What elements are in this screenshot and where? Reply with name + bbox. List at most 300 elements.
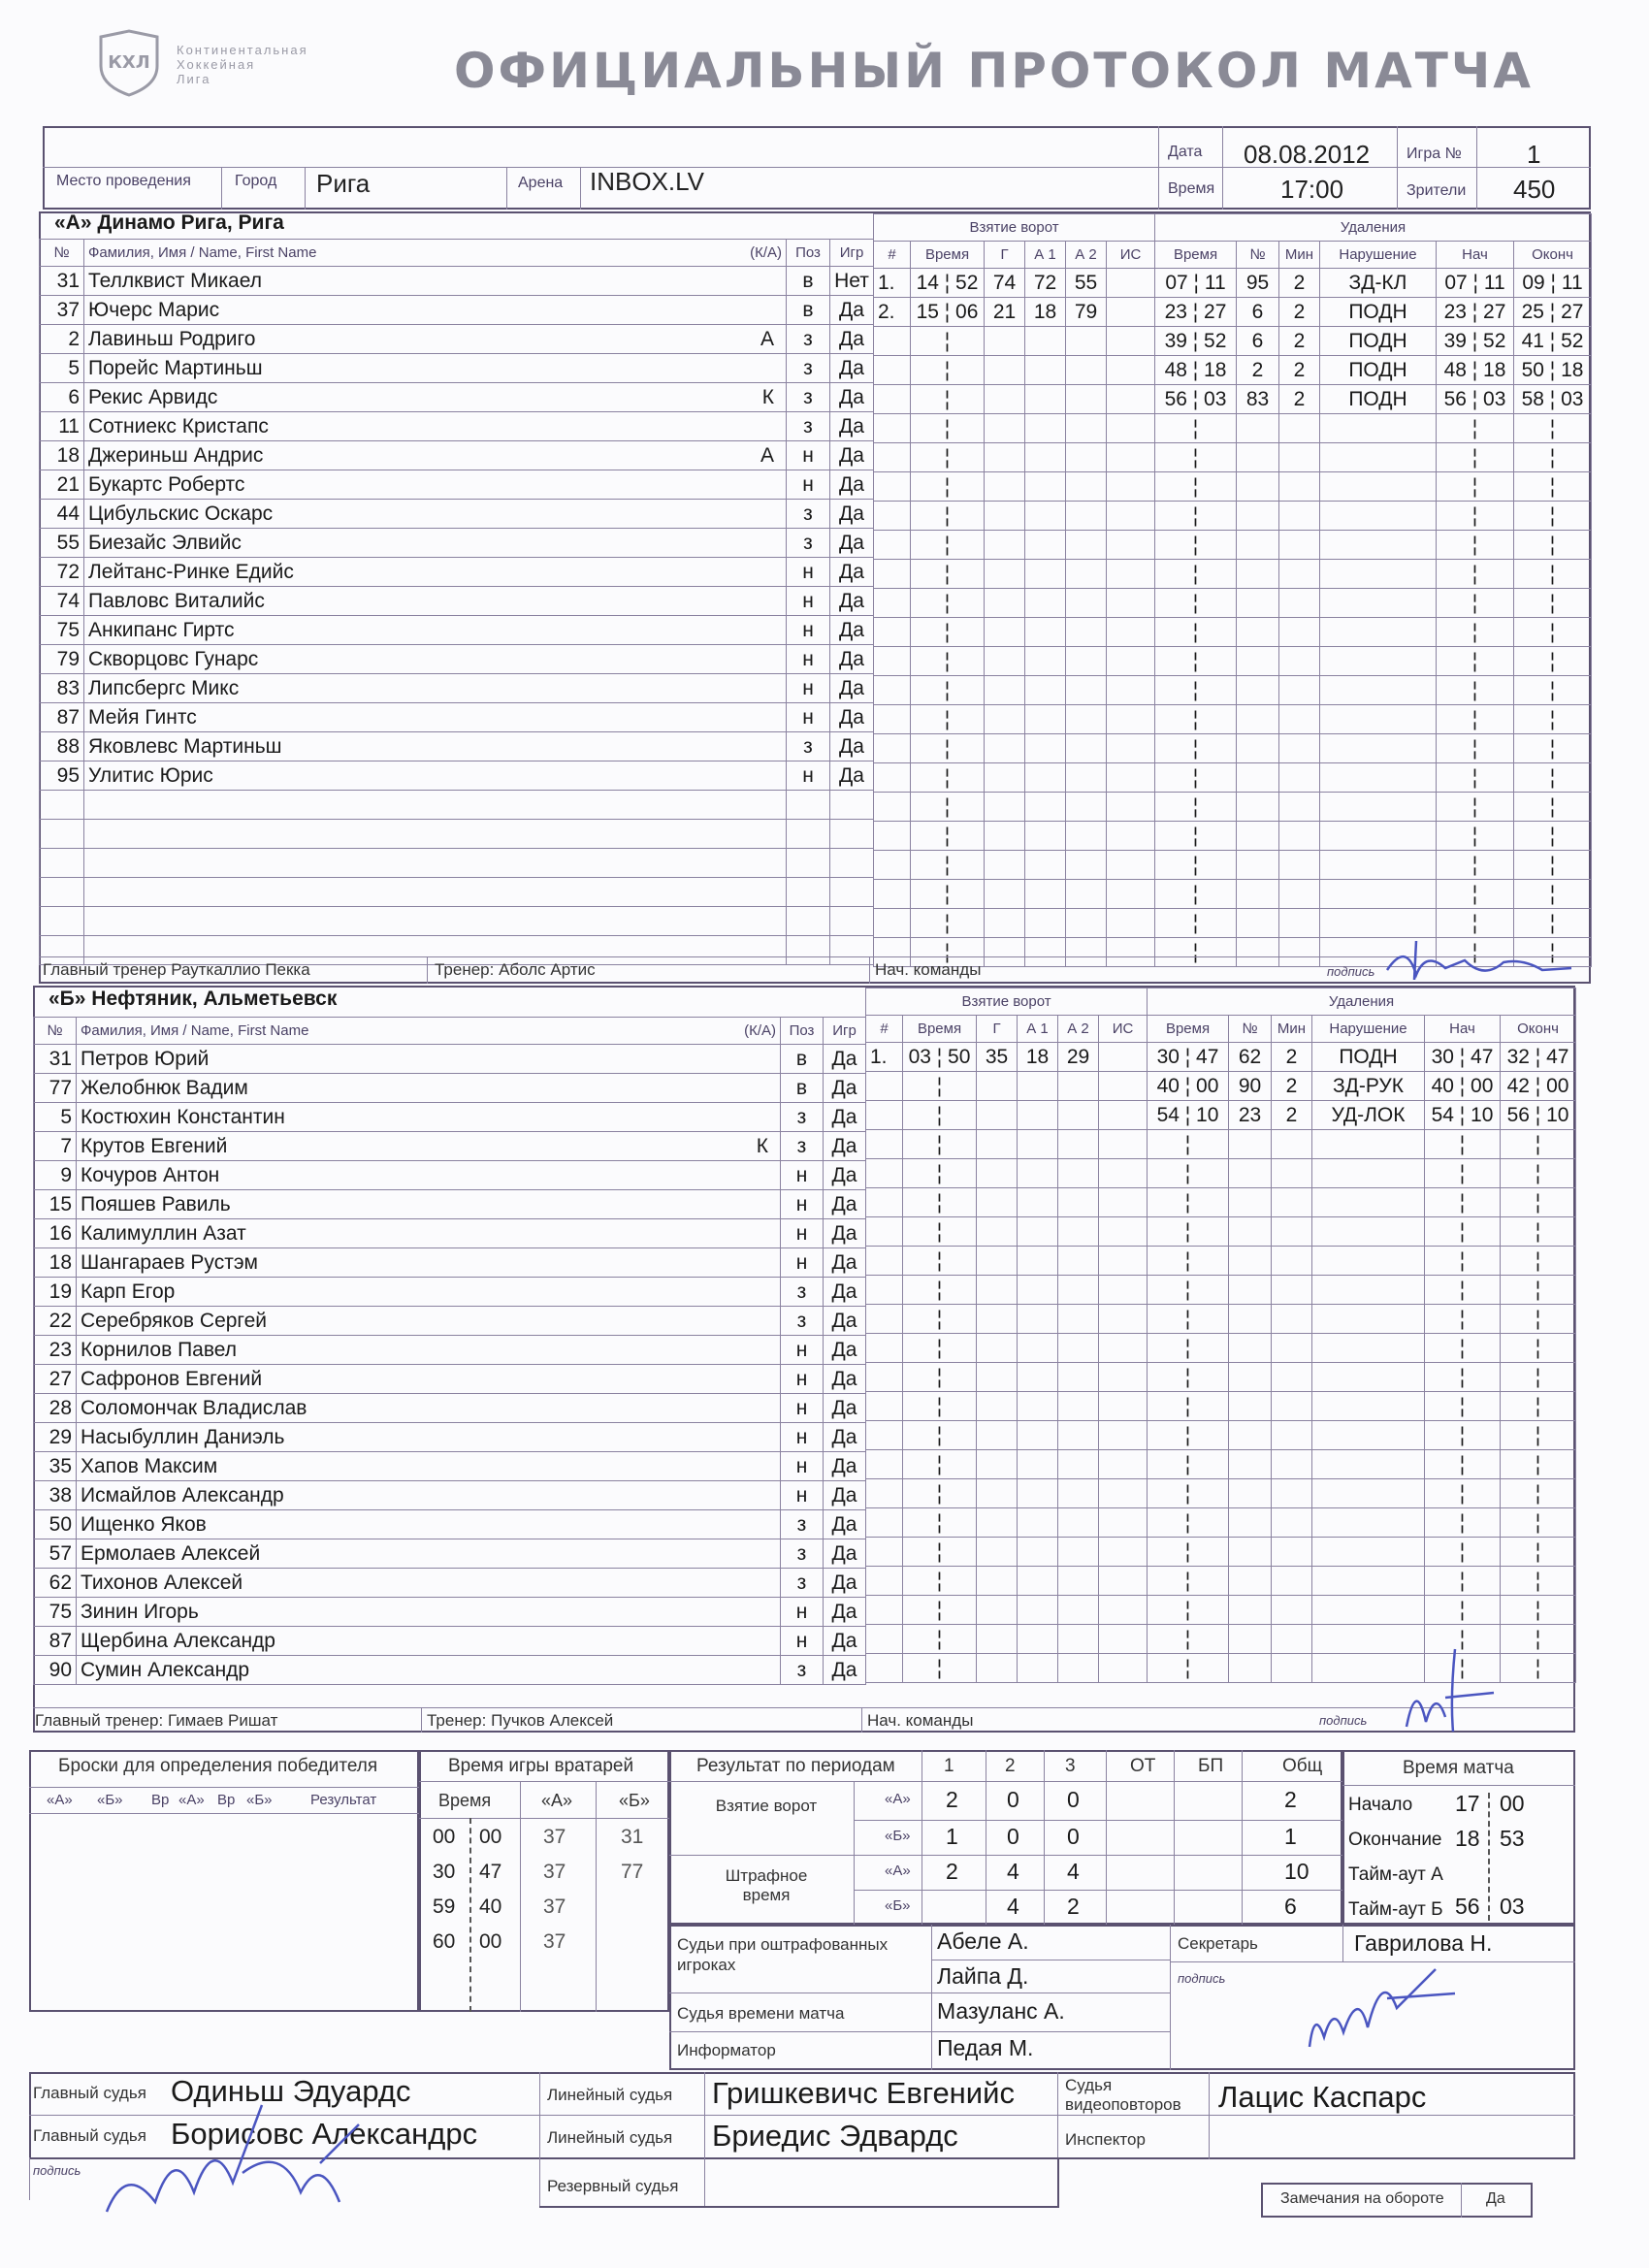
goal-assist-1 [1025,734,1066,763]
player-position: н [787,703,830,732]
goalie-time-sec: 40 [479,1895,502,1918]
penalty-player: 90 [1229,1072,1272,1101]
player-row [40,907,874,936]
penalty-minutes: 2 [1279,385,1320,414]
goal-situation [1107,909,1155,938]
player-position: н [781,1394,824,1423]
penalty-start: ¦ [1437,618,1514,647]
player-position: н [787,558,830,587]
goal-scorer [977,1392,1018,1421]
goal-row [874,618,1155,647]
penalty-end: ¦ [1514,705,1592,734]
penalty-minutes [1279,938,1320,967]
player-name-cell [84,441,787,470]
penalty-time: 39 ¦ 52 [1155,327,1237,356]
date-value: 08.08.2012 [1244,140,1371,169]
player-number: 72 [40,558,84,587]
goal-number: 2. [874,298,911,327]
goal-number [866,1101,903,1130]
penalty-end: ¦ [1501,1188,1576,1217]
goalie-a-number: 37 [543,1930,566,1953]
player-played: Да [830,325,874,354]
goal-assist-2 [1066,356,1107,385]
player-number: 44 [40,500,84,529]
penalty-time: 40 ¦ 00 [1148,1072,1229,1101]
penalty-end: ¦ [1501,1217,1576,1247]
team-b-coach: Тренер: Пучков Алексей [427,1711,614,1730]
player-played: Да [824,1132,866,1161]
player-position: н [787,645,830,674]
player-row [40,732,874,761]
penalty-time: ¦ [1155,618,1237,647]
goal-time: ¦ [903,1450,977,1479]
player-name-cell [84,354,787,383]
penalty-row [1148,1159,1576,1188]
player-played: Да [824,1190,866,1219]
goal-scorer [985,705,1025,734]
goal-assist-1 [1018,1363,1058,1392]
player-name: Тихонов Алексей [81,1571,243,1594]
player-played: Да [830,412,874,441]
goal-row [866,1567,1148,1596]
penalty-player [1229,1276,1272,1305]
goal-row [866,1625,1148,1654]
goal-row [866,1508,1148,1538]
goal-time: ¦ [903,1508,977,1538]
secretary-sign-label: подпись [1178,1971,1226,1986]
period-col-header: БП [1198,1756,1224,1776]
player-number: 74 [40,587,84,616]
penalty-player [1229,1421,1272,1450]
goalie-time-min: 00 [433,1826,456,1848]
penalty-infraction [1320,705,1437,734]
goal-row [874,880,1155,909]
goal-scorer [985,385,1025,414]
penalty-end: 50 ¦ 18 [1514,356,1592,385]
player-number: 27 [34,1365,77,1394]
goal-row [866,1305,1148,1334]
goal-row [874,734,1155,763]
penalty-time: 23 ¦ 27 [1155,298,1237,327]
player-name-cell [77,1278,781,1307]
penalty-end: ¦ [1514,851,1592,880]
penalty-row [1148,1276,1576,1305]
empty-cell [84,878,787,907]
player-number: 90 [34,1656,77,1685]
referees-signature [87,2086,378,2221]
penalty-minutes: 2 [1272,1043,1312,1072]
penalty-player [1237,531,1279,560]
goal-assist-2 [1058,1567,1099,1596]
penalty-infraction [1312,1392,1425,1421]
shootout-col-header: Результат [310,1792,377,1808]
player-played: Нет [830,267,874,296]
penalty-time: ¦ [1155,676,1237,705]
player-row [40,820,874,849]
player-played: Да [824,1598,866,1627]
penalty-start: ¦ [1425,1479,1501,1508]
player-position: н [781,1219,824,1248]
goal-row [866,1392,1148,1421]
goal-row [874,356,1155,385]
penalty-row [1155,793,1592,822]
penalty-time: ¦ [1148,1654,1229,1683]
penalty-start: ¦ [1425,1596,1501,1625]
player-name-cell [84,732,787,761]
penalty-infraction [1312,1305,1425,1334]
goal-number [874,734,911,763]
player-name-cell [84,616,787,645]
penalty-row [1148,1421,1576,1450]
goal-assist-2 [1066,763,1107,793]
team-b-title: «Б» Нефтяник, Альметьевск [48,988,338,1010]
goal-assist-1 [1018,1508,1058,1538]
goal-situation [1099,1392,1148,1421]
penalty-judge-2: Лайпа Д. [937,1963,1029,1989]
penalty-minutes [1272,1130,1312,1159]
penalty-player [1229,1654,1272,1683]
player-name: Лейтанс-Ринке Едийс [88,560,294,583]
goal-scorer [977,1363,1018,1392]
goal-assist-1 [1025,938,1066,967]
goal-scorer [977,1508,1018,1538]
goal-scorer [977,1101,1018,1130]
team-a-chief-signature [1377,931,1581,989]
penalty-minutes [1279,443,1320,472]
penalty-end: ¦ [1514,734,1592,763]
goal-time: ¦ [911,647,985,676]
penalty-time: ¦ [1155,705,1237,734]
shootout-col-header: Вр [217,1792,236,1808]
player-number: 77 [34,1074,77,1103]
goalie-col-a: «А» [541,1791,573,1810]
team-b-head-coach: Главный тренер: Гимаев Ришат [35,1711,278,1730]
announcer-label: Информатор [677,2041,776,2059]
empty-cell [40,878,84,907]
goal-assist-2 [1058,1508,1099,1538]
player-number: 9 [34,1161,77,1190]
penalty-infraction [1312,1159,1425,1188]
penalty-player [1229,1130,1272,1159]
team-a-head-coach: Главный тренер Рауткаллио Пекка [43,960,310,979]
penalty-start: ¦ [1437,414,1514,443]
player-played: Да [830,558,874,587]
penalty-start: ¦ [1437,560,1514,589]
secretary-signature [1290,1950,1465,2057]
goal-assist-1 [1018,1538,1058,1567]
goal-time: ¦ [903,1305,977,1334]
shootout-col-header: «А» [47,1792,73,1808]
goal-assist-2 [1058,1072,1099,1101]
player-name: Букартс Робертс [88,472,245,496]
player-played: Да [824,1569,866,1598]
goal-assist-1 [1025,560,1066,589]
penalty-player [1229,1567,1272,1596]
player-row [40,267,874,296]
goal-row [866,1101,1148,1130]
goal-row [866,1363,1148,1392]
period-col-header: Общ [1282,1756,1323,1776]
penalty-player [1229,1538,1272,1567]
penalty-end: ¦ [1501,1159,1576,1188]
goal-row [874,822,1155,851]
penalty-row [1155,880,1592,909]
penalty-player [1229,1217,1272,1247]
penalty-end: ¦ [1501,1654,1576,1683]
penalty-minutes [1272,1392,1312,1421]
penalty-row [1148,1305,1576,1334]
penalty-end: ¦ [1501,1596,1576,1625]
player-name: Мейя Гинтс [88,705,197,729]
goal-time: ¦ [903,1479,977,1508]
player-name: Желобнюк Вадим [81,1076,248,1099]
player-number: 87 [40,703,84,732]
penalty-minutes [1279,414,1320,443]
penalty-minutes [1279,560,1320,589]
goal-scorer [977,1654,1018,1683]
penalty-start: ¦ [1425,1538,1501,1567]
goal-assist-1 [1018,1276,1058,1305]
penalty-start: ¦ [1437,443,1514,472]
goal-number [874,531,911,560]
penalty-minutes [1272,1188,1312,1217]
penalty-start: ¦ [1425,1625,1501,1654]
penalty-infraction: ПОДН [1320,298,1437,327]
penalty-minutes [1279,793,1320,822]
player-name: Шангараев Рустэм [81,1250,258,1274]
goal-time: ¦ [903,1072,977,1101]
shootout-col-header: «А» [178,1792,205,1808]
player-number: 50 [34,1510,77,1539]
empty-cell [787,907,830,936]
period-value: 2 [946,1787,958,1812]
penalty-infraction [1320,502,1437,531]
goal-situation [1107,356,1155,385]
goal-assist-2 [1058,1101,1099,1130]
penalty-infraction [1320,443,1437,472]
goal-assist-2: 79 [1066,298,1107,327]
goal-situation [1107,385,1155,414]
goal-row [866,1217,1148,1247]
goal-time: ¦ [911,734,985,763]
player-row [40,354,874,383]
goal-row [866,1538,1148,1567]
player-name: Сумин Александр [81,1658,250,1681]
penalty-row [1148,1043,1576,1072]
player-row [40,791,874,820]
inspector-label: Инспектор [1065,2130,1146,2149]
goal-situation [1099,1334,1148,1363]
goal-assist-1 [1018,1392,1058,1421]
captain-mark: К [756,1134,768,1157]
goal-situation [1107,298,1155,327]
khl-shield-icon [95,29,163,97]
goal-scorer [985,589,1025,618]
goal-assist-1 [1025,327,1066,356]
penalty-row [1155,822,1592,851]
goal-row [874,443,1155,472]
team-b-penalties: Удаления Время № Мин Нарушение Нач Оконч 30 ¦ 47 62 2 ПОДН 30 ¦ 47 32 ¦ 47 40 ¦ 00 90 2 ЗД-РУК 40 ¦ 00 42 ¦ 00 54 ¦ 10 23 2 УД-ЛОК 54 ¦ 10 56 ¦ 10 ¦ ¦ ¦ ¦ ¦ ¦ ¦ ¦ ¦ ¦ ¦ ¦ ¦ ¦ ¦ ¦ ¦ ¦ ¦ ¦ ¦ ¦ ¦ ¦ ¦ ¦ ¦ ¦ ¦ ¦ ¦ ¦ ¦ ¦ ¦ ¦ ¦ ¦ ¦ ¦ ¦ ¦ ¦ ¦ ¦ ¦ ¦ ¦ ¦ ¦ ¦ ¦ ¦ ¦ ¦ ¦ ¦ [1147,988,1576,1683]
penalty-end: ¦ [1501,1538,1576,1567]
penalty-player [1237,822,1279,851]
penalty-minutes [1272,1567,1312,1596]
player-row [34,1481,866,1510]
goal-situation [1107,734,1155,763]
goal-assist-1 [1018,1159,1058,1188]
penalty-row [1155,385,1592,414]
penalty-time: ¦ [1155,502,1237,531]
penalty-start: ¦ [1437,938,1514,967]
match-end-m: 53 [1500,1826,1525,1851]
penalty-infraction: ПОДН [1320,385,1437,414]
player-row [34,1248,866,1278]
player-name-cell [77,1656,781,1685]
player-number: 22 [34,1307,77,1336]
shootout-col-header: «Б» [97,1792,123,1808]
penalty-start: 07 ¦ 11 [1437,269,1514,298]
goalie-a-number: 37 [543,1826,566,1848]
goal-number [874,443,911,472]
penalty-minutes [1272,1479,1312,1508]
goal-assist-2 [1066,560,1107,589]
goal-row [866,1130,1148,1159]
empty-cell [787,878,830,907]
player-number: 2 [40,325,84,354]
referee-sign-label: подпись [33,2163,81,2178]
goal-situation [1107,443,1155,472]
player-played: Да [830,383,874,412]
penalty-end: ¦ [1501,1305,1576,1334]
player-number: 7 [34,1132,77,1161]
penalty-player [1229,1334,1272,1363]
announcer-value: Педая М. [937,2035,1034,2060]
goal-scorer [977,1072,1018,1101]
goal-assist-2 [1066,531,1107,560]
player-name-cell [77,1074,781,1103]
player-position: з [787,325,830,354]
penalty-minutes [1279,851,1320,880]
goal-number [874,589,911,618]
penalty-player [1229,1479,1272,1508]
player-position: н [787,616,830,645]
penalty-start: ¦ [1437,647,1514,676]
goalie-b-number: 31 [621,1826,644,1848]
penalty-player [1237,443,1279,472]
penalty-time: ¦ [1148,1596,1229,1625]
penalty-end: ¦ [1514,909,1592,938]
player-number: 31 [34,1045,77,1074]
penalty-time: ¦ [1155,909,1237,938]
penalty-judges-label: Судьи при оштрафованных игроках [677,1935,889,1974]
goal-scorer [977,1567,1018,1596]
penalty-minutes [1279,763,1320,793]
penalty-row [1148,1217,1576,1247]
penalty-time: ¦ [1155,880,1237,909]
goal-time: ¦ [911,676,985,705]
penalty-end: 58 ¦ 03 [1514,385,1592,414]
penalty-start: ¦ [1425,1334,1501,1363]
player-name-cell [77,1598,781,1627]
penalty-infraction: УД-ЛОК [1312,1101,1425,1130]
penalty-start: 30 ¦ 47 [1425,1043,1501,1072]
penalty-player [1237,793,1279,822]
match-time-title: Время матча [1403,1758,1514,1778]
player-played: Да [824,1336,866,1365]
empty-cell [84,907,787,936]
period-team-label: «А» [885,1791,911,1807]
player-name-cell [77,1132,781,1161]
goal-assist-1 [1025,443,1066,472]
remarks-value: Да [1486,2190,1505,2207]
goal-assist-2 [1066,443,1107,472]
player-name-cell [77,1307,781,1336]
goal-number [874,763,911,793]
player-row [40,703,874,732]
player-position: н [781,1452,824,1481]
player-played: Да [824,1656,866,1685]
penalty-time: ¦ [1155,734,1237,763]
goal-number [874,560,911,589]
reserve-label: Резервный судья [547,2177,679,2195]
player-name: Ючерс Марис [88,298,220,321]
player-row [40,674,874,703]
penalty-end: ¦ [1514,676,1592,705]
empty-cell [830,849,874,878]
goalie-time-sec: 00 [479,1930,502,1953]
goal-number [866,1567,903,1596]
period-col-header: ОТ [1130,1756,1156,1776]
player-name-cell [77,1336,781,1365]
player-name-cell [84,529,787,558]
penalty-infraction [1312,1479,1425,1508]
player-position: н [787,441,830,470]
player-number: 88 [40,732,84,761]
goal-assist-2 [1066,647,1107,676]
player-row [34,1336,866,1365]
empty-cell [84,820,787,849]
goal-time: ¦ [911,472,985,502]
goal-number [866,1421,903,1450]
period-value: 6 [1284,1894,1297,1919]
goal-number [874,676,911,705]
player-name-cell [77,1423,781,1452]
player-played: Да [830,703,874,732]
penalty-end: ¦ [1501,1276,1576,1305]
player-name-cell [77,1627,781,1656]
goal-number [874,472,911,502]
player-row [40,878,874,907]
player-name-cell [77,1248,781,1278]
penalty-end: ¦ [1514,560,1592,589]
goal-situation [1107,793,1155,822]
penalty-time: ¦ [1148,1450,1229,1479]
player-name: Цибульскис Оскарс [88,502,274,525]
goal-situation [1099,1276,1148,1305]
timeout-b-m: 56 [1455,1894,1480,1919]
penalty-infraction [1320,851,1437,880]
penalty-minutes: 2 [1272,1101,1312,1130]
player-name: Ермолаев Алексей [81,1541,261,1565]
penalty-player [1237,676,1279,705]
player-name: Липсбергс Микс [88,676,240,699]
team-b-sign-label: подпись [1319,1713,1368,1728]
secretary-label: Секретарь [1178,1934,1258,1953]
goal-time: ¦ [911,793,985,822]
penalty-minutes: 2 [1279,356,1320,385]
penalty-end: ¦ [1501,1450,1576,1479]
player-name-cell [77,1510,781,1539]
period-value: 1 [946,1824,958,1849]
